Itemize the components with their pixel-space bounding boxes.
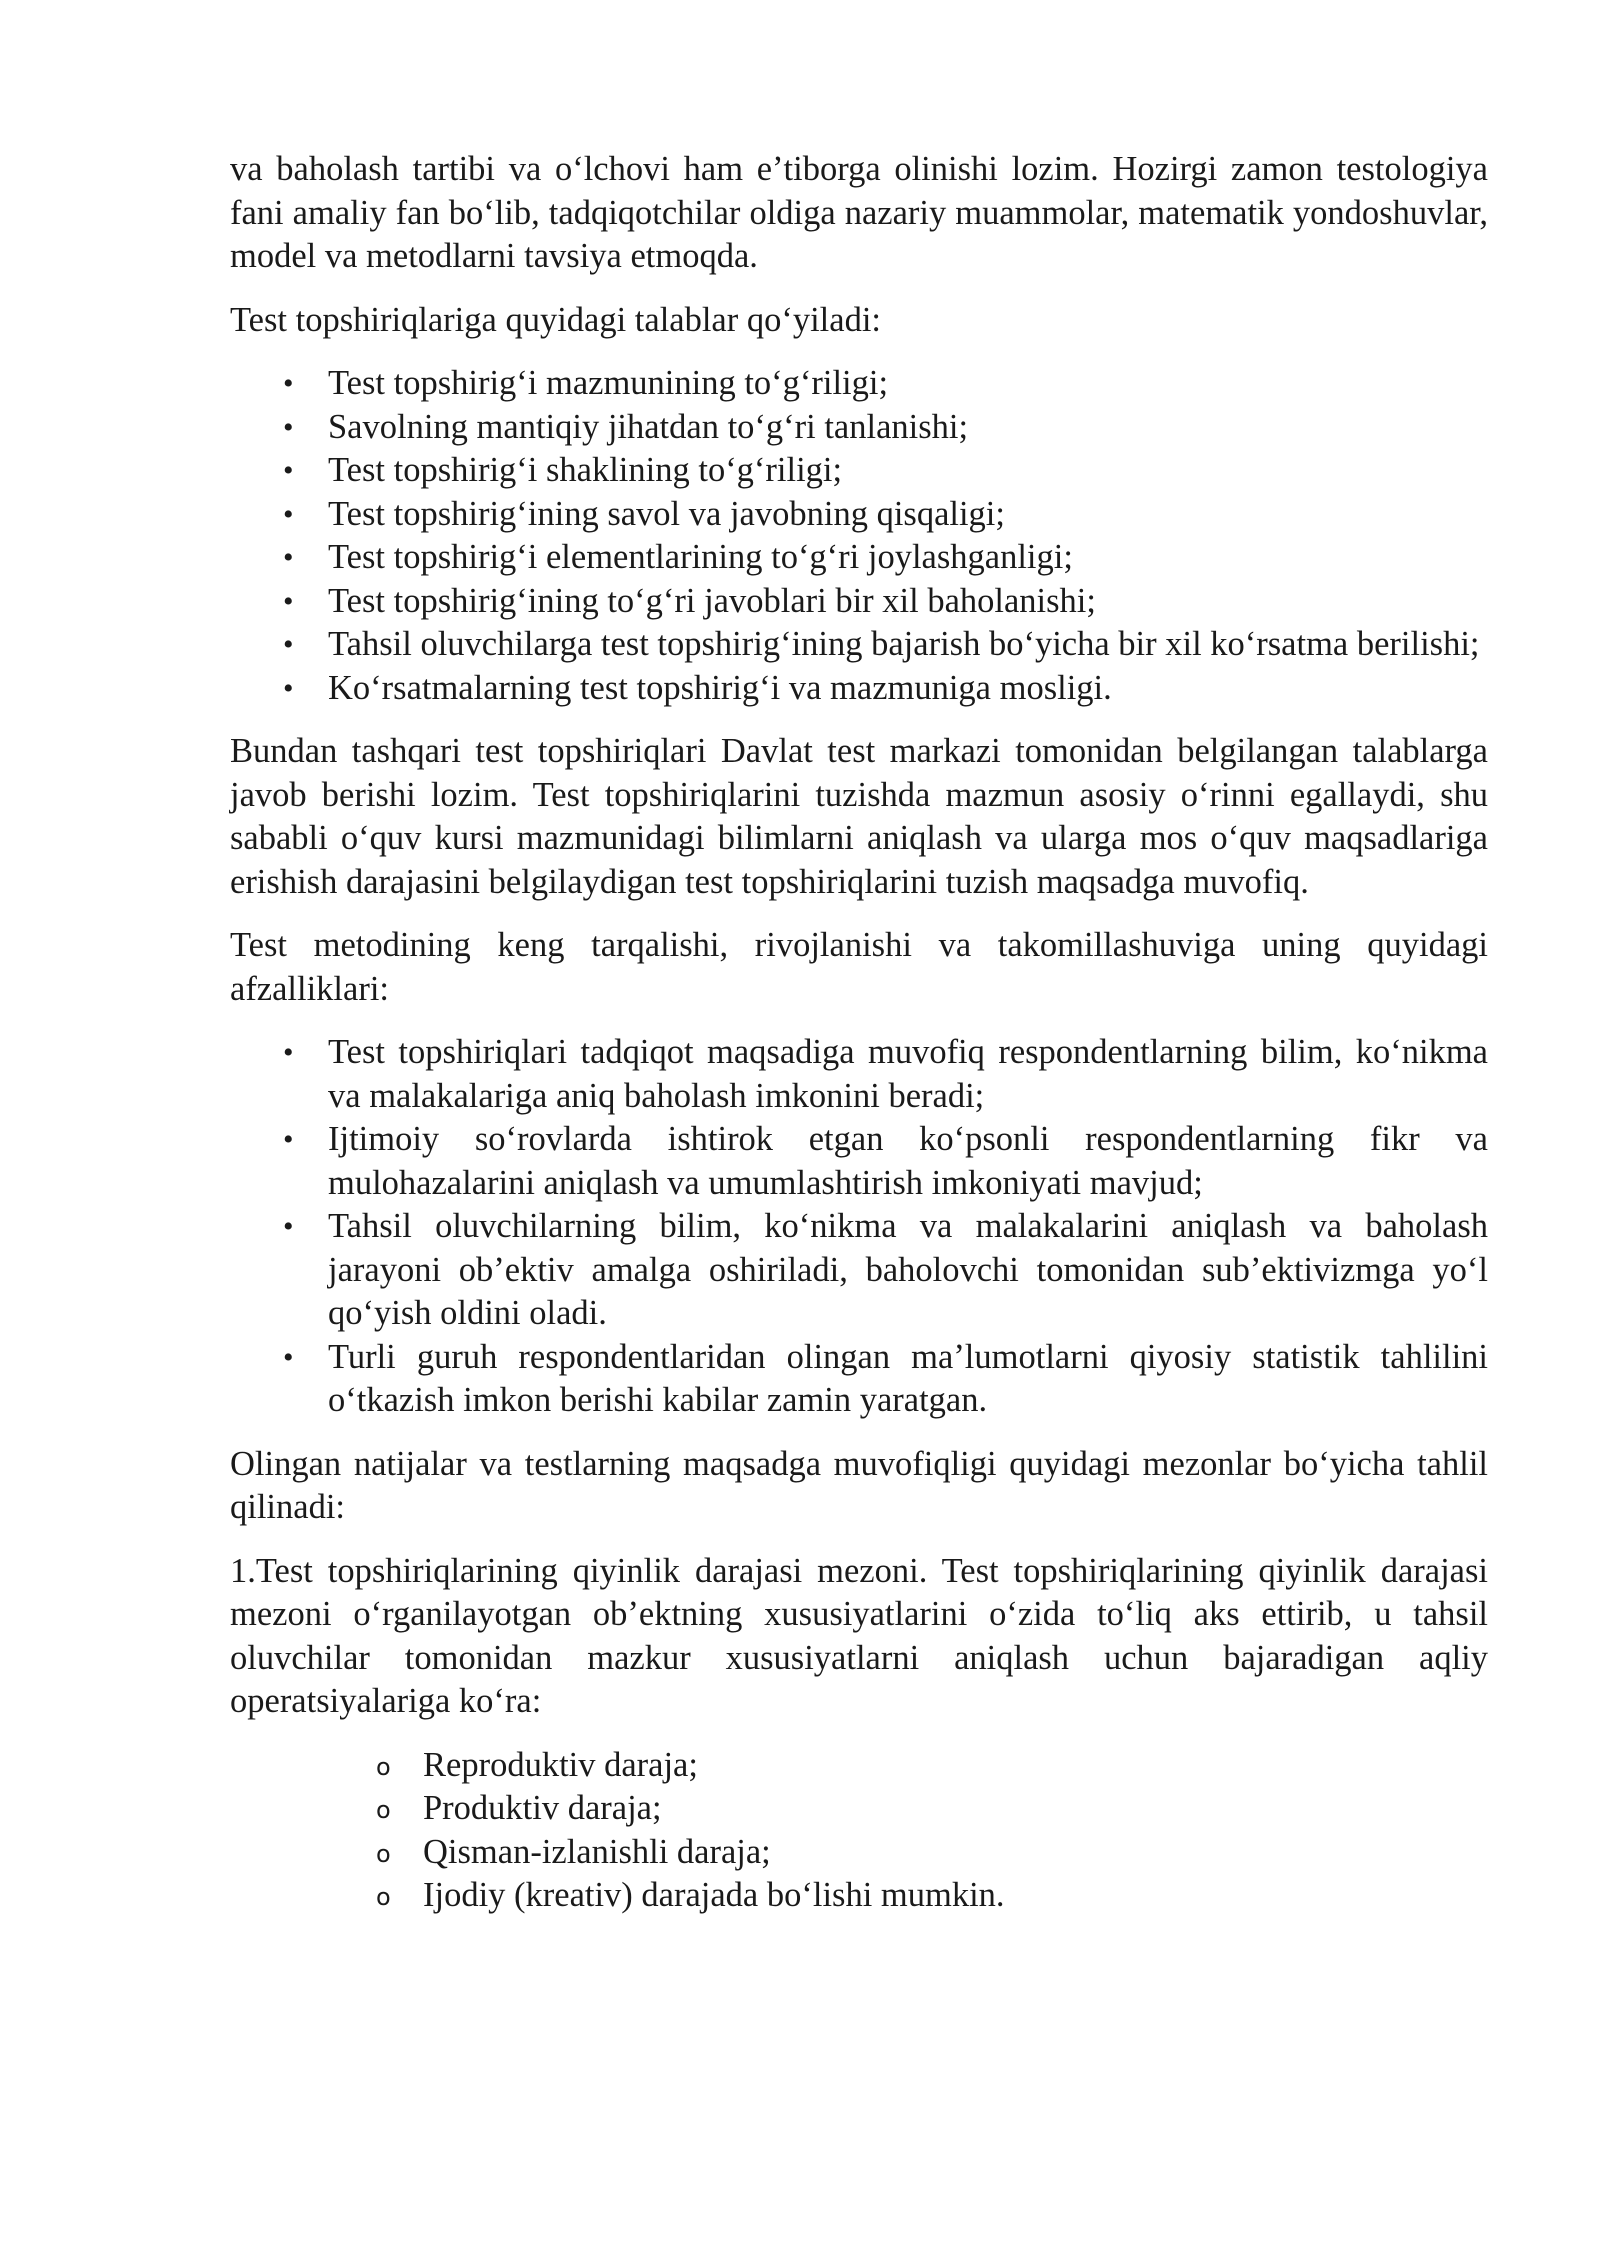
advantages-list bbox=[230, 1031, 1488, 1423]
bullet-icon: • bbox=[283, 1036, 294, 1069]
document-page bbox=[230, 148, 1488, 1918]
list-item-text: Test topshirigʻining toʻgʻri javoblari bir xil baholanishi; bbox=[328, 581, 1096, 620]
paragraph-criteria-heading: Olingan natijalar va testlarning maqsadga muvofiqligi quyidagi mezonlar boʻyicha tahlil qilinadi: bbox=[230, 1444, 1488, 1526]
bullet-icon: • bbox=[283, 1340, 294, 1374]
list-item bbox=[230, 406, 1488, 450]
list-item bbox=[230, 1031, 1488, 1118]
list-item-text: Turli guruh respondentlaridan olingan maʼlumotlarni qiyosiy statistik tahlilini oʻtkazish imkon berishi kabilar zamin yaratgan. bbox=[328, 1337, 1488, 1419]
bullet-icon: • bbox=[283, 410, 294, 444]
list-item-text: Savolning mantiqiy jihatdan toʻgʻri tanlanishi; bbox=[328, 407, 969, 446]
list-item-text: Tahsil oluvchilarning bilim, koʻnikma va malakalarini aniqlash va baholash jarayoni obʼektiv amalga oshiriladi, baholovchi tomonidan subʼektivizmga yoʻl qoʻyish oldini oladi. bbox=[328, 1207, 1488, 1332]
requirements-list bbox=[230, 362, 1488, 710]
bullet-icon: • bbox=[283, 671, 294, 705]
list-item-text: Test topshirigʻi elementlarining toʻgʻri joylashganligi; bbox=[328, 538, 1073, 576]
bullet-icon: • bbox=[283, 541, 294, 574]
list-item bbox=[230, 1787, 1488, 1831]
list-item-text: Ijodiy (kreativ) darajada boʻlishi mumkin. bbox=[423, 1876, 1005, 1914]
circle-bullet-icon: o bbox=[376, 1752, 391, 1781]
list-item-text: Test topshiriqlari tadqiqot maqsadiga muvofiq respondentlarning bilim, koʻnikma va malakalariga aniq baholash imkonini beradi; bbox=[328, 1033, 1488, 1115]
list-item-text: Test topshirigʻi shaklining toʻgʻriligi; bbox=[328, 451, 843, 489]
list-item bbox=[230, 1336, 1488, 1423]
paragraph-state-center: Bundan tashqari test topshiriqlari Davlat test markazi tomonidan belgilangan talablarga javob berishi lozim. Test topshiriqlarini tuzishda mazmun asosiy oʻrinni egallaydi, shu sababli oʻquv kursi mazmunidagi bilimlarni aniqlash va ularga mos oʻquv maqsadlariga erishish darajasini belgilaydigan test topshiriqlarini tuzish maqsadga muvofiq. bbox=[230, 732, 1488, 901]
list-item bbox=[230, 449, 1488, 493]
list-item bbox=[230, 362, 1488, 406]
bullet-icon: • bbox=[283, 628, 294, 661]
list-item-text: Tahsil oluvchilarga test topshirigʻining bajarish boʻyicha bir xil koʻrsatma berilishi; bbox=[328, 625, 1480, 663]
list-item bbox=[230, 667, 1488, 711]
bullet-icon: • bbox=[283, 454, 294, 487]
list-item bbox=[230, 1118, 1488, 1205]
list-item bbox=[230, 1874, 1488, 1918]
list-item bbox=[230, 580, 1488, 624]
list-item-text: Qisman-izlanishli daraja; bbox=[423, 1832, 771, 1871]
list-item-text: Produktiv daraja; bbox=[423, 1789, 662, 1827]
difficulty-levels-list bbox=[230, 1744, 1488, 1918]
list-item-text: Koʻrsatmalarning test topshirigʻi va mazmuniga mosligi. bbox=[328, 668, 1112, 707]
circle-bullet-icon: o bbox=[376, 1839, 391, 1868]
list-item bbox=[230, 493, 1488, 537]
list-item-text: Test topshirigʻi mazmunining toʻgʻriligi; bbox=[328, 364, 889, 402]
circle-bullet-icon: o bbox=[376, 1883, 391, 1911]
list-item-text: Reproduktiv daraja; bbox=[423, 1745, 698, 1784]
paragraph-requirements-heading: Test topshiriqlariga quyidagi talablar qoʻyiladi: bbox=[230, 300, 882, 339]
list-item bbox=[230, 536, 1488, 580]
list-item-text: Ijtimoiy soʻrovlarda ishtirok etgan koʻpsonli respondentlarning fikr va mulohazalarini aniqlash va umumlashtirish imkoniyati mavjud; bbox=[328, 1120, 1488, 1202]
bullet-icon: • bbox=[283, 1210, 294, 1243]
list-item bbox=[230, 1831, 1488, 1875]
bullet-icon: • bbox=[283, 367, 294, 400]
paragraph-advantages-heading: Test metodining keng tarqalishi, rivojlanishi va takomillashuviga uning quyidagi afzalliklari: bbox=[230, 926, 1488, 1008]
bullet-icon: • bbox=[283, 497, 294, 531]
paragraph-intro: va baholash tartibi va oʻlchovi ham eʼtiborga olinishi lozim. Hozirgi zamon testologiya fani amaliy fan boʻlib, tadqiqotchilar oldiga nazariy muammolar, matematik yondoshuvlar, model va metodlarni tavsiya etmoqda. bbox=[230, 150, 1488, 275]
paragraph-difficulty-criterion: 1.Test topshiriqlarining qiyinlik darajasi mezoni. Test topshiriqlarining qiyinlik darajasi mezoni oʻrganilayotgan obʼektning xususiyatlarini oʻzida toʻliq aks ettirib, u tahsil oluvchilar tomonidan mazkur xususiyatlarni aniqlash uchun bajaradigan aqliy operatsiyalariga koʻra: bbox=[230, 1551, 1488, 1720]
bullet-icon: • bbox=[283, 1123, 294, 1156]
bullet-icon: • bbox=[283, 584, 294, 618]
list-item bbox=[230, 623, 1488, 667]
list-item bbox=[230, 1744, 1488, 1788]
circle-bullet-icon: o bbox=[376, 1796, 391, 1824]
list-item bbox=[230, 1205, 1488, 1336]
list-item-text: Test topshirigʻining savol va javobning qisqaligi; bbox=[328, 494, 1005, 533]
